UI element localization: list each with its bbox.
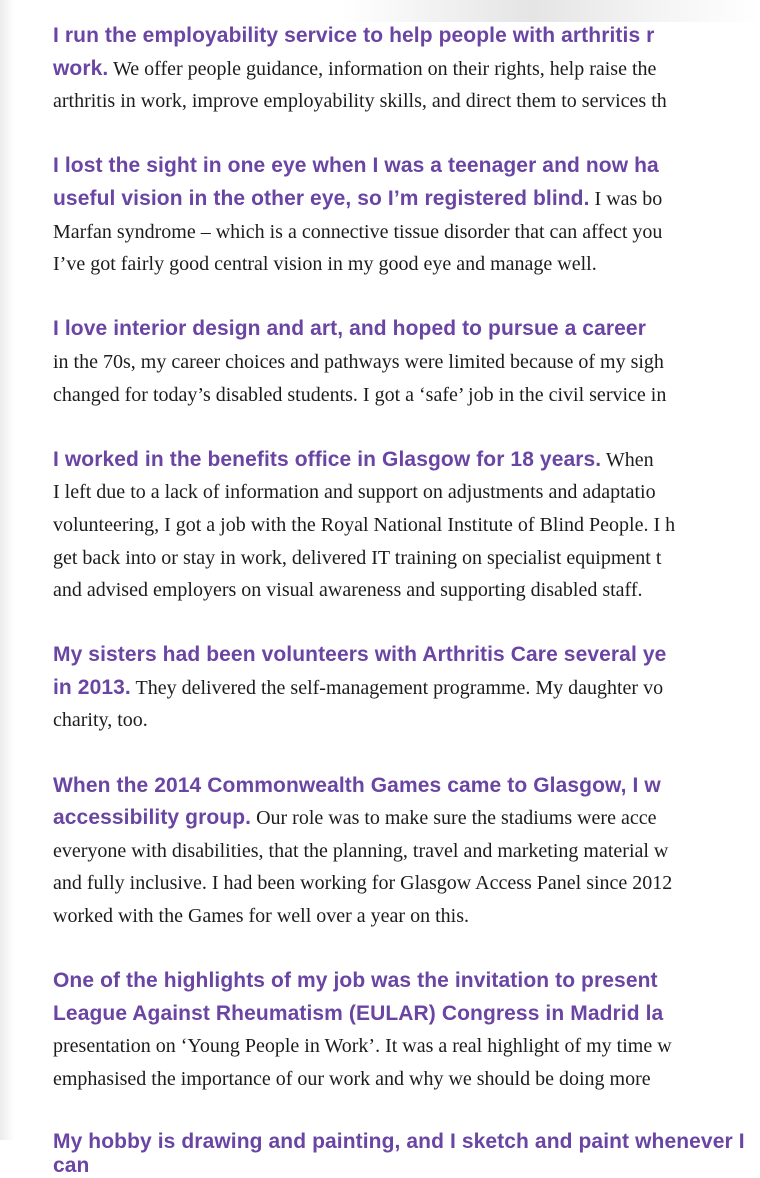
body-text: and fully inclusive. I had been working for Glasgow Access Panel since 2012 (53, 872, 673, 895)
text-line (53, 1030, 760, 1063)
article-body (53, 20, 760, 1128)
paragraph (53, 639, 760, 737)
text-line (53, 542, 760, 575)
body-text: When (601, 448, 654, 471)
paragraph (53, 770, 760, 933)
body-text: I’ve got fairly good central vision in my good eye and manage well. (53, 253, 597, 276)
paragraph (53, 313, 760, 411)
body-text: They delivered the self-management programme. My daughter vo (130, 676, 664, 699)
text-line (53, 248, 760, 281)
highlight-text: I love interior design and art, and hoped to pursue a career (53, 317, 646, 341)
body-text: and advised employers on visual awareness and supporting disabled staff. (53, 579, 643, 602)
text-line (53, 867, 760, 900)
body-text: I left due to a lack of information and support on adjustments and adaptatio (53, 481, 656, 504)
body-text: in the 70s, my career choices and pathways were limited because of my sigh (53, 350, 664, 373)
paragraph (53, 20, 760, 118)
text-line (53, 704, 760, 737)
text-line (53, 444, 760, 477)
highlight-text: in 2013. (53, 675, 131, 699)
text-line (53, 965, 760, 998)
body-text: charity, too. (53, 709, 148, 732)
page-edge-shadow-left (0, 0, 14, 1140)
highlight-text: I run the employability service to help people with arthritis r (53, 24, 655, 47)
highlight-text: One of the highlights of my job was the invitation to present (53, 969, 658, 993)
body-text: arthritis in work, improve employability skills, and direct them to services th (53, 90, 667, 113)
body-text: I was bo (589, 187, 663, 210)
text-line (53, 574, 760, 607)
text-line (53, 835, 760, 868)
text-line (53, 998, 760, 1031)
text-line (53, 770, 760, 803)
text-line (53, 53, 760, 86)
cutoff-line-text: My hobby is drawing and painting, and I sketch and paint whenever I can (53, 1130, 745, 1177)
body-text: volunteering, I got a job with the Royal National Institute of Blind People. I h (53, 513, 676, 536)
highlight-text: I lost the sight in one eye when I was a teenager and now ha (53, 154, 659, 178)
text-line (53, 150, 760, 183)
highlight-text: useful vision in the other eye, so I’m registered blind. (53, 186, 590, 210)
page-edge-shadow-top (0, 0, 760, 22)
highlight-text: My sisters had been volunteers with Arthritis Care several ye (53, 643, 667, 667)
body-text: presentation on ‘Young People in Work’. It was a real highlight of my time w (53, 1035, 672, 1058)
highlight-text: When the 2014 Commonwealth Games came to Glasgow, I w (53, 773, 661, 797)
paragraph (53, 150, 760, 280)
highlight-text: League Against Rheumatism (EULAR) Congress in Madrid la (53, 1001, 664, 1025)
text-line (53, 509, 760, 542)
text-line (53, 313, 760, 346)
body-text: We offer people guidance, information on their rights, help raise the (108, 57, 657, 80)
body-text: everyone with disabilities, that the planning, travel and marketing material w (53, 839, 669, 862)
text-line (53, 346, 760, 379)
body-text: changed for today’s disabled students. I got a ‘safe’ job in the civil service in (53, 383, 667, 406)
body-text: get back into or stay in work, delivered IT training on specialist equipment t (53, 546, 662, 569)
text-line (53, 639, 760, 672)
text-line (53, 216, 760, 249)
text-line (53, 672, 760, 705)
body-text: Marfan syndrome – which is a connective tissue disorder that can affect you (53, 220, 663, 243)
text-line (53, 183, 760, 216)
paragraph (53, 444, 760, 607)
text-line (53, 900, 760, 933)
paragraph (53, 965, 760, 1095)
body-text: emphasised the importance of our work and why we should be doing more (53, 1068, 651, 1090)
text-line (53, 85, 760, 118)
body-text: worked with the Games for well over a year on this. (53, 905, 469, 928)
text-line (53, 802, 760, 835)
text-line (53, 20, 760, 53)
highlight-text: I worked in the benefits office in Glasgow for 18 years. (53, 447, 602, 471)
text-line (53, 379, 760, 412)
highlight-text: accessibility group. (53, 806, 252, 830)
text-line (53, 1063, 760, 1096)
body-text: Our role was to make sure the stadiums were acce (251, 807, 657, 830)
text-line (53, 476, 760, 509)
cutoff-line (53, 1128, 760, 1177)
highlight-text: work. (53, 56, 109, 80)
